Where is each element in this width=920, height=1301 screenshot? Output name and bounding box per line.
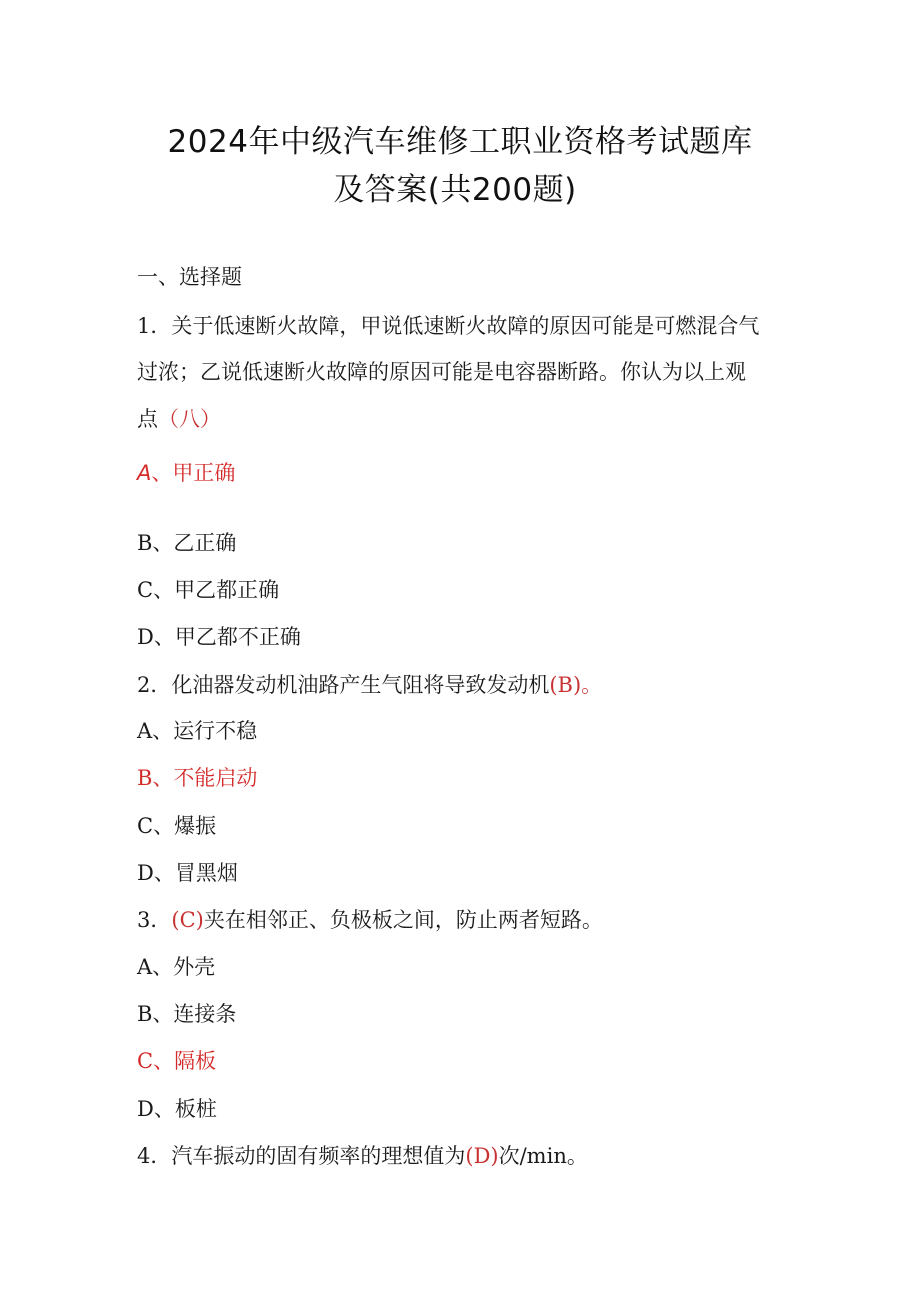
question-1-option-a-letter: A <box>137 461 152 485</box>
question-1-line-3-text: 点 <box>137 407 158 431</box>
document-title-line-1: 2024年中级汽车维修工职业资格考试题库 <box>167 124 753 160</box>
question-1-line-1: 1．关于低速断火故障，甲说低速断火故障的原因可能是可燃混合气 <box>137 314 760 338</box>
question-1-option-d: D、甲乙都不正确 <box>137 625 301 649</box>
question-2-stem-text: 2．化油器发动机油路产生气阻将导致发动机 <box>137 673 550 697</box>
question-3-option-a: A、外壳 <box>137 955 216 979</box>
question-2-option-a: A、运行不稳 <box>137 719 258 743</box>
document-title-line-2: 及答案(共200题) <box>333 172 577 208</box>
section-heading: 一、选择题 <box>137 265 242 289</box>
question-3-stem-text: 夹在相邻正、负极板之间，防止两者短路。 <box>203 908 603 932</box>
question-3-prefix: 3． <box>137 908 172 932</box>
question-1-option-c: C、甲乙都正确 <box>137 578 280 602</box>
question-3-option-d: D、板桩 <box>137 1097 217 1121</box>
question-1-line-2: 过浓；乙说低速断火故障的原因可能是电容器断路。你认为以上观 <box>137 360 746 384</box>
question-3-stem <box>137 906 603 934</box>
question-1-line-3 <box>137 405 221 433</box>
question-3-option-b: B、连接条 <box>137 1002 237 1026</box>
question-2-option-b: B、不能启动 <box>137 766 258 790</box>
question-4-stem-text: 4．汽车振动的固有频率的理想值为 <box>137 1144 466 1168</box>
question-1-answer: （八） <box>158 407 221 431</box>
question-1-option-a <box>137 459 235 487</box>
question-3-option-c: C、隔板 <box>137 1049 217 1073</box>
question-2-stem <box>137 671 602 699</box>
question-2-option-d: D、冒黑烟 <box>137 861 238 885</box>
question-4-suffix: 次/min。 <box>498 1144 588 1168</box>
question-4-stem <box>137 1142 588 1170</box>
question-2-answer: (B)。 <box>549 673 603 697</box>
question-4-answer: (D) <box>465 1144 499 1168</box>
question-1-option-a-text: 、甲正确 <box>151 461 236 485</box>
question-2-option-c: C、爆振 <box>137 814 217 838</box>
question-3-answer: (C) <box>171 908 204 932</box>
question-1-option-b: B、乙正确 <box>137 531 237 555</box>
